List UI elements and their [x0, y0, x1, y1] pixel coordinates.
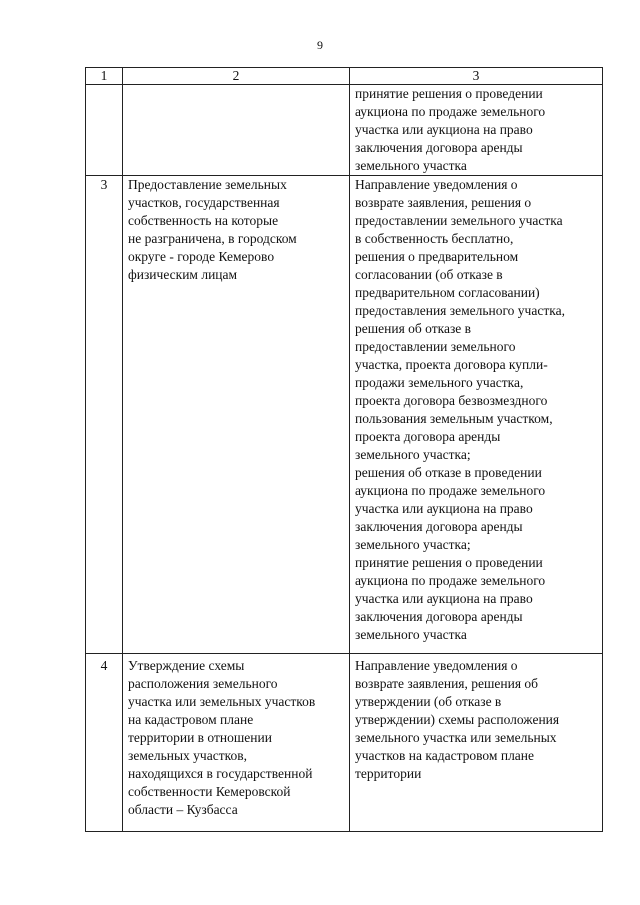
- service-name-cell: Предоставление земельных участков, государственная собственность на которые не разграничена, в городском округе - городе Кемерово физическим лицам: [123, 176, 350, 654]
- column-header-3: 3: [350, 68, 603, 85]
- service-result-cell: Направление уведомления о возврате заявления, решения о предоставлении земельного участка в собственность бесплатно, решения о предварительном согласовании (об отказе в предварительном согласовании) предоставления земельного участка, решения об отказе в предоставлении земельного участка, проекта договора купли- продажи земельного участка, проекта договора безвозмездного пользования земельным участком, проекта договора аренды земельного участка; решения об отказе в проведении аукциона по продаже земельного участка или аукциона на право заключения договора аренды земельного участка; принятие решения о проведении аукциона по продаже земельного участка или аукциона на право заключения договора аренды земельного участка: [350, 176, 603, 654]
- service-result-cell: Направление уведомления о возврате заявления, решения об утверждении (об отказе в утверждении) схемы расположения земельного участка или земельных участков на кадастровом плане территории: [350, 654, 603, 832]
- table-row: [86, 85, 603, 176]
- column-header-1: 1: [86, 68, 123, 85]
- row-number-cell: 3: [86, 176, 123, 654]
- table-row: [86, 654, 603, 832]
- table-header-row: [86, 68, 603, 85]
- row-number-cell: 4: [86, 654, 123, 832]
- row-number-cell: [86, 85, 123, 176]
- service-name-cell: [123, 85, 350, 176]
- service-result-cell: принятие решения о проведении аукциона по продаже земельного участка или аукциона на право заключения договора аренды земельного участка: [350, 85, 603, 176]
- service-name-cell: Утверждение схемы расположения земельного участка или земельных участков на кадастровом плане территории в отношении земельных участков, находящихся в государственной собственности Кемеровской области – Кузбасса: [123, 654, 350, 832]
- services-table: [85, 67, 603, 832]
- page-number: 9: [317, 38, 323, 52]
- table-row: [86, 176, 603, 654]
- column-header-2: 2: [123, 68, 350, 85]
